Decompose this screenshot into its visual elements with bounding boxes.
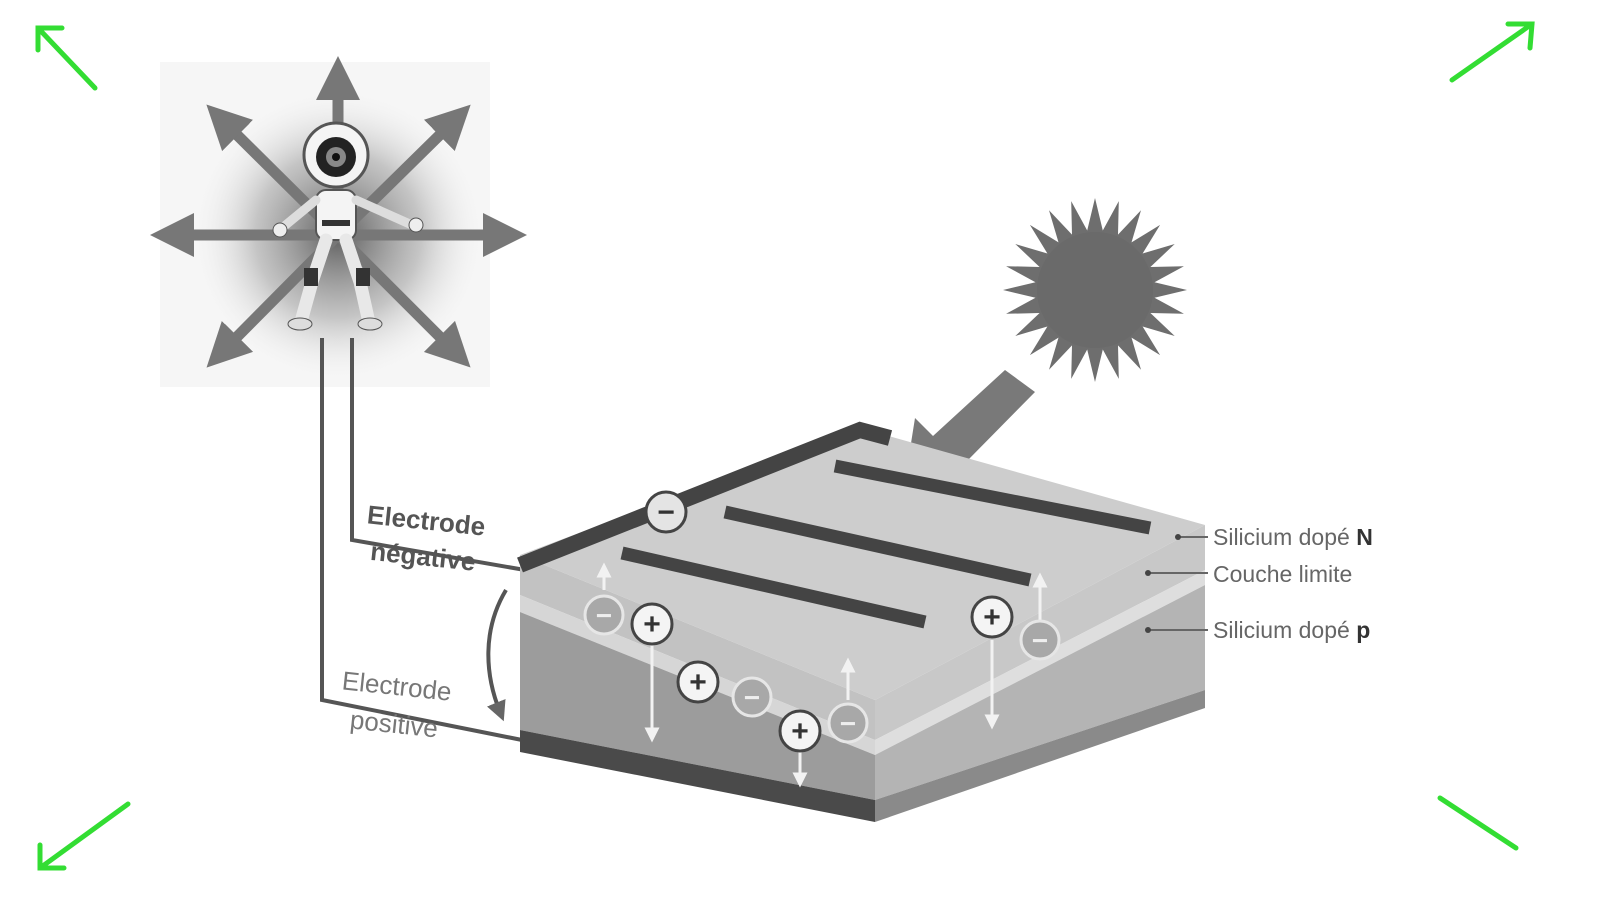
electron bbox=[733, 678, 771, 716]
solar-cell bbox=[520, 428, 1205, 822]
sun-icon bbox=[1003, 198, 1187, 382]
electrode-negative-label bbox=[362, 499, 487, 577]
electron bbox=[1021, 621, 1059, 659]
svg-text:−: − bbox=[595, 600, 613, 631]
svg-text:+: + bbox=[791, 715, 809, 748]
label-couche-limite: Couche limite bbox=[1213, 561, 1353, 587]
svg-text:négative: négative bbox=[368, 535, 478, 577]
label-silicium-p: Silicium dopé p bbox=[1213, 617, 1371, 643]
electron-symbol: − bbox=[657, 496, 675, 529]
svg-text:+: + bbox=[983, 601, 1001, 634]
electron-top bbox=[646, 492, 686, 532]
svg-text:−: − bbox=[1031, 625, 1049, 656]
light-emitter bbox=[160, 62, 505, 387]
hole bbox=[632, 604, 672, 644]
svg-text:Electrode: Electrode bbox=[340, 665, 454, 707]
svg-text:Electrode: Electrode bbox=[365, 499, 487, 542]
svg-text:−: − bbox=[743, 682, 761, 713]
svg-text:−: − bbox=[839, 708, 857, 739]
svg-text:positive: positive bbox=[348, 704, 440, 744]
hole bbox=[780, 711, 820, 751]
electrode-positive-label bbox=[337, 665, 453, 744]
expand-bottom-left-icon[interactable] bbox=[40, 804, 128, 868]
electron bbox=[829, 704, 867, 742]
hole bbox=[678, 662, 718, 702]
label-silicium-n: Silicium dopé N bbox=[1213, 524, 1373, 550]
electron bbox=[585, 596, 623, 634]
hole bbox=[972, 597, 1012, 637]
svg-text:+: + bbox=[643, 608, 661, 641]
svg-text:+: + bbox=[689, 666, 707, 699]
current-flow-arrow bbox=[488, 590, 506, 712]
expand-top-left-icon[interactable] bbox=[38, 28, 95, 88]
expand-top-right-icon[interactable] bbox=[1452, 24, 1532, 80]
expand-bottom-right-icon[interactable] bbox=[1440, 798, 1516, 848]
